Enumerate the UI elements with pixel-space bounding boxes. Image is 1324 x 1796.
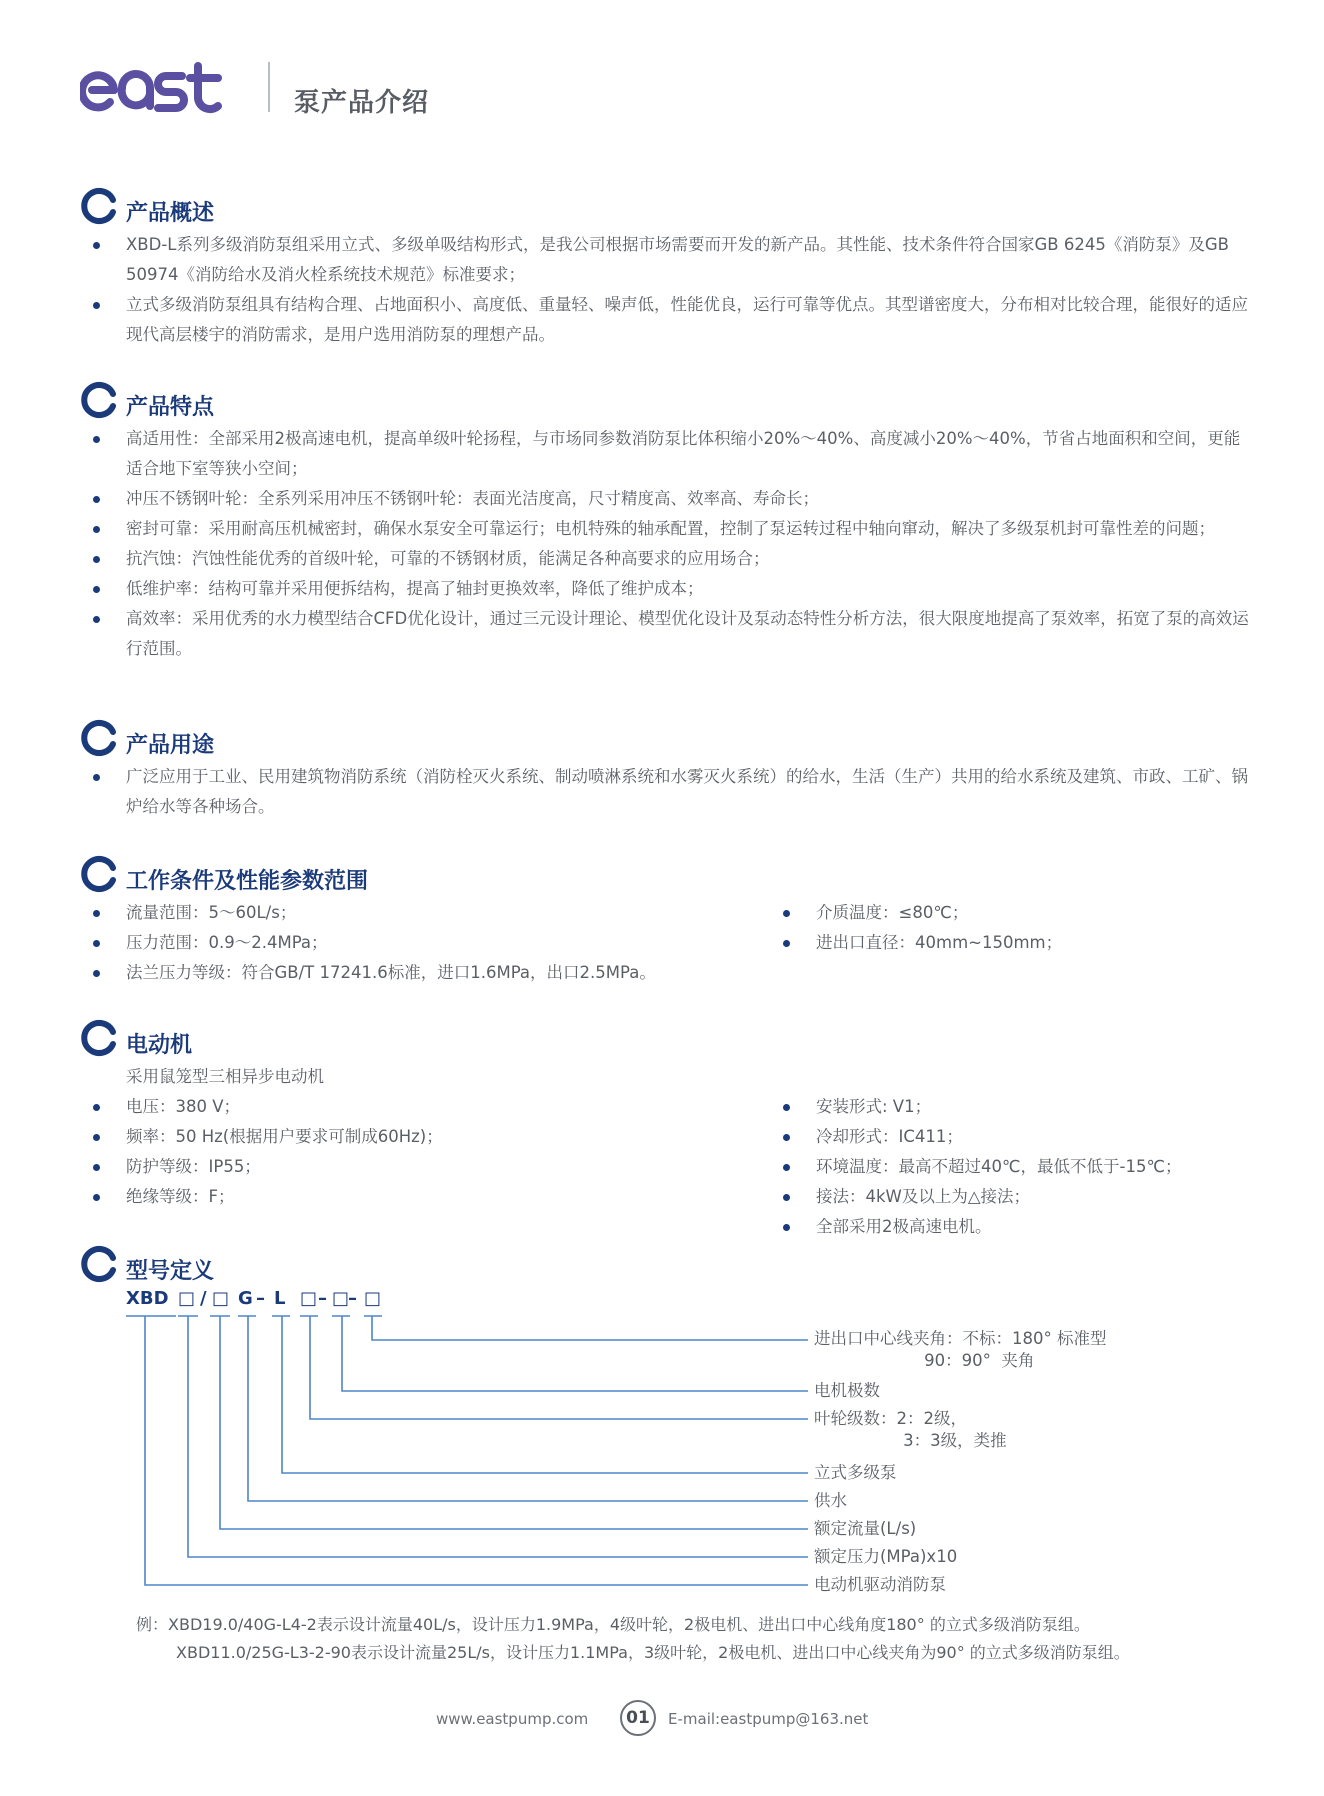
section-title: 型号定义: [126, 1259, 215, 1284]
east-logo: [80, 60, 240, 116]
definition-poles: 电机极数: [814, 1381, 880, 1400]
definition-line: 叶轮级数：2：2级，: [814, 1409, 967, 1428]
model-code-part: –: [256, 1288, 265, 1309]
section-title: 产品特点: [126, 395, 215, 420]
section-motor: [80, 1016, 1250, 1252]
motor-right-list: [770, 1092, 1250, 1242]
model-code-part: –: [318, 1288, 327, 1309]
section-title: 产品用途: [126, 733, 215, 758]
list-item: 接法：4kW及以上为△接法；: [770, 1182, 1250, 1212]
list-item: 介质温度：≤80℃；: [770, 898, 1250, 928]
definition-line: 90：90° 夹角: [814, 1351, 1035, 1370]
list-item: 冷却形式：IC411；: [770, 1122, 1250, 1152]
definition-angle: [814, 1328, 1107, 1372]
model-code-part: L: [274, 1288, 286, 1309]
list-item: 频率：50 Hz(根据用户要求可制成60Hz)；: [80, 1122, 770, 1152]
section-model: [80, 1242, 1250, 1288]
model-code-part: □: [178, 1288, 196, 1309]
list-item: 法兰压力等级：符合GB/T 17241.6标准，进口1.6MPa，出口2.5MPa。: [80, 958, 770, 988]
model-code-part: □: [212, 1288, 230, 1309]
footer-email[interactable]: E-mail:eastpump@163.net: [668, 1710, 869, 1728]
model-code-part: G: [238, 1288, 253, 1309]
example-line: 例：XBD19.0/40G-L4-2表示设计流量40L/s，设计压力1.9MPa，4级叶轮，2极电机、进出口中心线角度180° 的立式多级消防泵组。: [136, 1615, 1090, 1634]
list-item: 进出口直径：40mm~150mm；: [770, 928, 1250, 958]
list-item: 环境温度：最高不超过40℃，最低不低于-15℃；: [770, 1152, 1250, 1182]
motor-intro: 采用鼠笼型三相异步电动机: [126, 1067, 324, 1086]
list-item: 电压：380 V；: [80, 1092, 770, 1122]
model-code-part: □: [332, 1288, 350, 1309]
features-list: [80, 424, 1250, 664]
model-code-part: /: [200, 1288, 207, 1309]
section-usage: [80, 716, 1250, 822]
section-ring-icon: [80, 380, 120, 420]
section-ring-icon: [80, 718, 120, 758]
section-title: 工作条件及性能参数范围: [126, 869, 369, 894]
definition-line: 3：3级，类推: [814, 1431, 1007, 1450]
model-code-part: –: [348, 1288, 357, 1309]
definition-motor-driven: 电动机驱动消防泵: [814, 1575, 946, 1594]
list-item: 全部采用2极高速电机。: [770, 1212, 1250, 1242]
definition-stages: [814, 1408, 1007, 1452]
list-item: 立式多级消防泵组具有结构合理、占地面积小、高度低、重量轻、噪声低，性能优良，运行可靠等优点。其型谱密度大，分布相对比较合理，能很好的适应现代高层楼宇的消防需求，是用户选用消防泵的理想产品。: [80, 290, 1250, 350]
section-ring-icon: [80, 854, 120, 894]
section-title: 电动机: [126, 1033, 193, 1058]
list-item: XBD-L系列多级消防泵组采用立式、多级单吸结构形式，是我公司根据市场需要而开发的新产品。其性能、技术条件符合国家GB 6245《消防泵》及GB 50974《消防给水及消火栓系统技术规范》标准要求；: [80, 230, 1250, 290]
usage-list: [80, 762, 1250, 822]
list-item: 绝缘等级：F；: [80, 1182, 770, 1212]
section-ring-icon: [80, 1018, 120, 1058]
list-item: 高效率：采用优秀的水力模型结合CFD优化设计，通过三元设计理论、模型优化设计及泵动态特性分析方法，很大限度地提高了泵效率，拓宽了泵的高效运行范围。: [80, 604, 1250, 664]
definition-vertical: 立式多级泵: [814, 1463, 897, 1482]
motor-left-list: [80, 1092, 770, 1212]
conditions-right-list: [770, 898, 1250, 958]
list-item: 低维护率：结构可靠并采用便拆结构，提高了轴封更换效率，降低了维护成本；: [80, 574, 1250, 604]
list-item: 广泛应用于工业、民用建筑物消防系统（消防栓灭火系统、制动喷淋系统和水雾灭火系统）的给水，生活（生产）共用的给水系统及建筑、市政、工矿、锅炉给水等各种场合。: [80, 762, 1250, 822]
section-conditions: [80, 852, 1250, 994]
page-number: 01: [620, 1700, 656, 1736]
list-item: 压力范围：0.9～2.4MPa；: [80, 928, 770, 958]
list-item: 防护等级：IP55；: [80, 1152, 770, 1182]
list-item: 安装形式: V1；: [770, 1092, 1250, 1122]
example-line: XBD11.0/25G-L3-2-90表示设计流量25L/s，设计压力1.1MPa，3级叶轮，2极电机、进出口中心线夹角为90° 的立式多级消防泵组。: [176, 1643, 1130, 1662]
section-title: 产品概述: [126, 201, 215, 226]
list-item: 抗汽蚀：汽蚀性能优秀的首级叶轮，可靠的不锈钢材质，能满足各种高要求的应用场合；: [80, 544, 1250, 574]
model-code-part: XBD: [126, 1288, 169, 1309]
definition-supply: 供水: [814, 1491, 847, 1510]
list-item: 流量范围：5～60L/s；: [80, 898, 770, 928]
model-code-part: □: [300, 1288, 318, 1309]
section-ring-icon: [80, 1244, 120, 1284]
model-code-part: □: [364, 1288, 382, 1309]
definition-pressure: 额定压力(MPa)x10: [814, 1547, 958, 1566]
list-item: 冲压不锈钢叶轮：全系列采用冲压不锈钢叶轮：表面光洁度高，尺寸精度高、效率高、寿命长；: [80, 484, 1250, 514]
conditions-left-list: [80, 898, 770, 988]
page-title: 泵产品介绍: [294, 88, 430, 118]
definition-line: 进出口中心线夹角：不标：180° 标准型: [814, 1329, 1107, 1348]
section-overview: [80, 184, 1250, 350]
section-features: [80, 378, 1250, 664]
list-item: 高适用性：全部采用2极高速电机，提高单级叶轮扬程，与市场同参数消防泵比体积缩小20%～40%、高度减小20%～40%，节省占地面积和空间，更能适合地下室等狭小空间；: [80, 424, 1250, 484]
section-ring-icon: [80, 186, 120, 226]
footer-website-link[interactable]: www.eastpump.com: [436, 1710, 589, 1728]
list-item: 密封可靠：采用耐高压机械密封，确保水泵安全可靠运行；电机特殊的轴承配置，控制了泵运转过程中轴向窜动，解决了多级泵机封可靠性差的问题；: [80, 514, 1250, 544]
overview-list: [80, 230, 1250, 350]
definition-flow: 额定流量(L/s): [814, 1519, 917, 1538]
header-divider: [268, 62, 270, 112]
